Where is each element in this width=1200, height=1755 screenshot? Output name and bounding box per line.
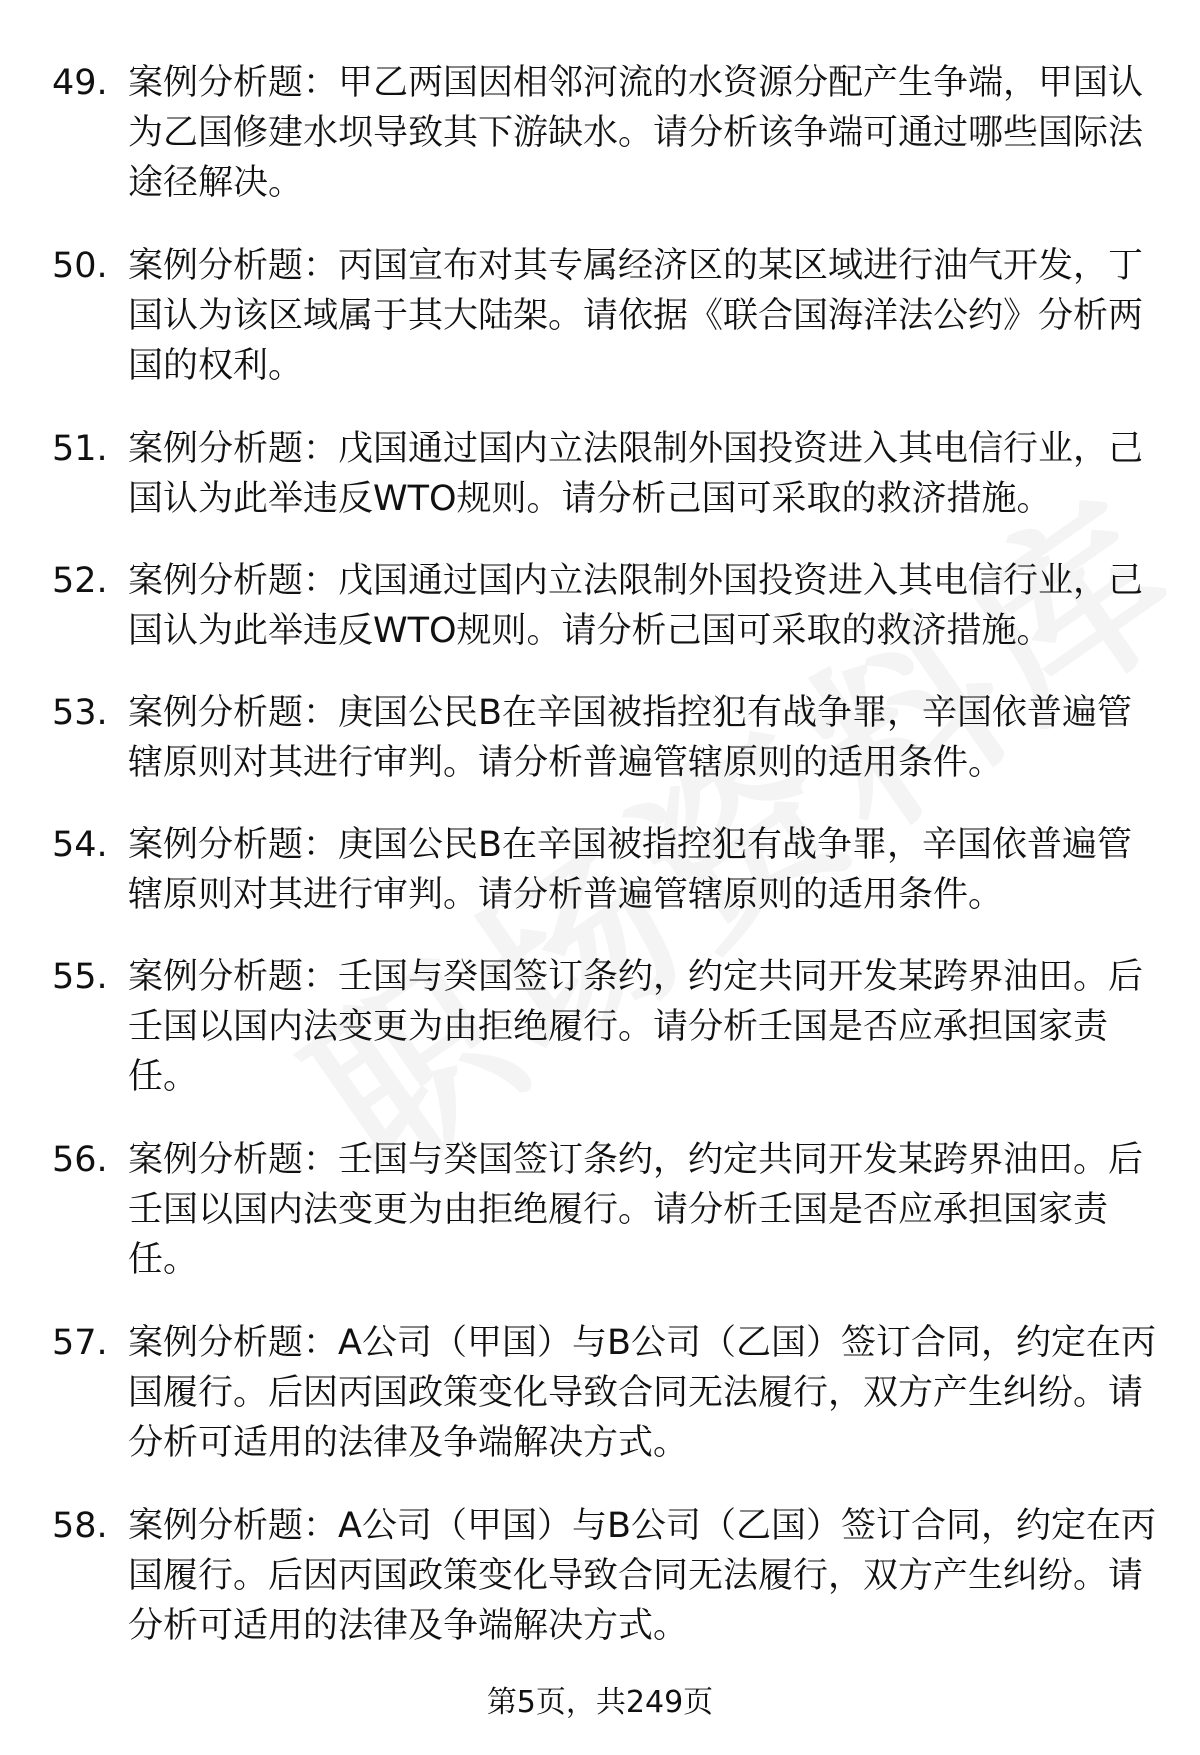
question-number: 52. <box>52 561 108 601</box>
question-item <box>52 1318 1162 1468</box>
question-number: 49. <box>52 63 108 103</box>
page-number-label: 第5页，共249页 <box>486 1685 714 1720</box>
question-text: 案例分析题：庚国公民B在辛国被指控犯有战争罪，辛国依普遍管辖原则对其进行审判。请分析普遍管辖原则的适用条件。 <box>128 825 1133 915</box>
page-footer <box>0 1683 1200 1723</box>
question-item <box>52 1501 1162 1651</box>
question-number: 54. <box>52 825 108 865</box>
question-text: 案例分析题：庚国公民B在辛国被指控犯有战争罪，辛国依普遍管辖原则对其进行审判。请分析普遍管辖原则的适用条件。 <box>128 693 1133 783</box>
question-number: 53. <box>52 693 108 733</box>
question-list <box>52 58 1162 1684</box>
question-number: 50. <box>52 246 108 286</box>
question-item <box>52 424 1162 524</box>
question-text: 案例分析题：戊国通过国内立法限制外国投资进入其电信行业，己国认为此举违反WTO规则。请分析己国可采取的救济措施。 <box>128 561 1144 651</box>
question-number: 56. <box>52 1140 108 1180</box>
question-text: 案例分析题：A公司（甲国）与B公司（乙国）签订合同，约定在丙国履行。后因丙国政策变化导致合同无法履行，双方产生纠纷。请分析可适用的法律及争端解决方式。 <box>128 1323 1156 1463</box>
question-text: 案例分析题：壬国与癸国签订条约，约定共同开发某跨界油田。后壬国以国内法变更为由拒绝履行。请分析壬国是否应承担国家责任。 <box>128 1140 1144 1280</box>
question-item <box>52 952 1162 1102</box>
question-number: 58. <box>52 1506 108 1546</box>
question-item <box>52 1135 1162 1285</box>
question-item <box>52 241 1162 391</box>
question-item <box>52 58 1162 208</box>
question-text: 案例分析题：壬国与癸国签订条约，约定共同开发某跨界油田。后壬国以国内法变更为由拒绝履行。请分析壬国是否应承担国家责任。 <box>128 957 1144 1097</box>
question-text: 案例分析题：A公司（甲国）与B公司（乙国）签订合同，约定在丙国履行。后因丙国政策变化导致合同无法履行，双方产生纠纷。请分析可适用的法律及争端解决方式。 <box>128 1506 1156 1646</box>
question-item <box>52 820 1162 920</box>
question-text: 案例分析题：丙国宣布对其专属经济区的某区域进行油气开发，丁国认为该区域属于其大陆架。请依据《联合国海洋法公约》分析两国的权利。 <box>128 246 1144 386</box>
question-item <box>52 688 1162 788</box>
question-text: 案例分析题：甲乙两国因相邻河流的水资源分配产生争端，甲国认为乙国修建水坝导致其下游缺水。请分析该争端可通过哪些国际法途径解决。 <box>128 63 1144 203</box>
question-text: 案例分析题：戊国通过国内立法限制外国投资进入其电信行业，己国认为此举违反WTO规则。请分析己国可采取的救济措施。 <box>128 429 1144 519</box>
question-item <box>52 556 1162 656</box>
question-number: 57. <box>52 1323 108 1363</box>
question-number: 51. <box>52 429 108 469</box>
question-number: 55. <box>52 957 108 997</box>
